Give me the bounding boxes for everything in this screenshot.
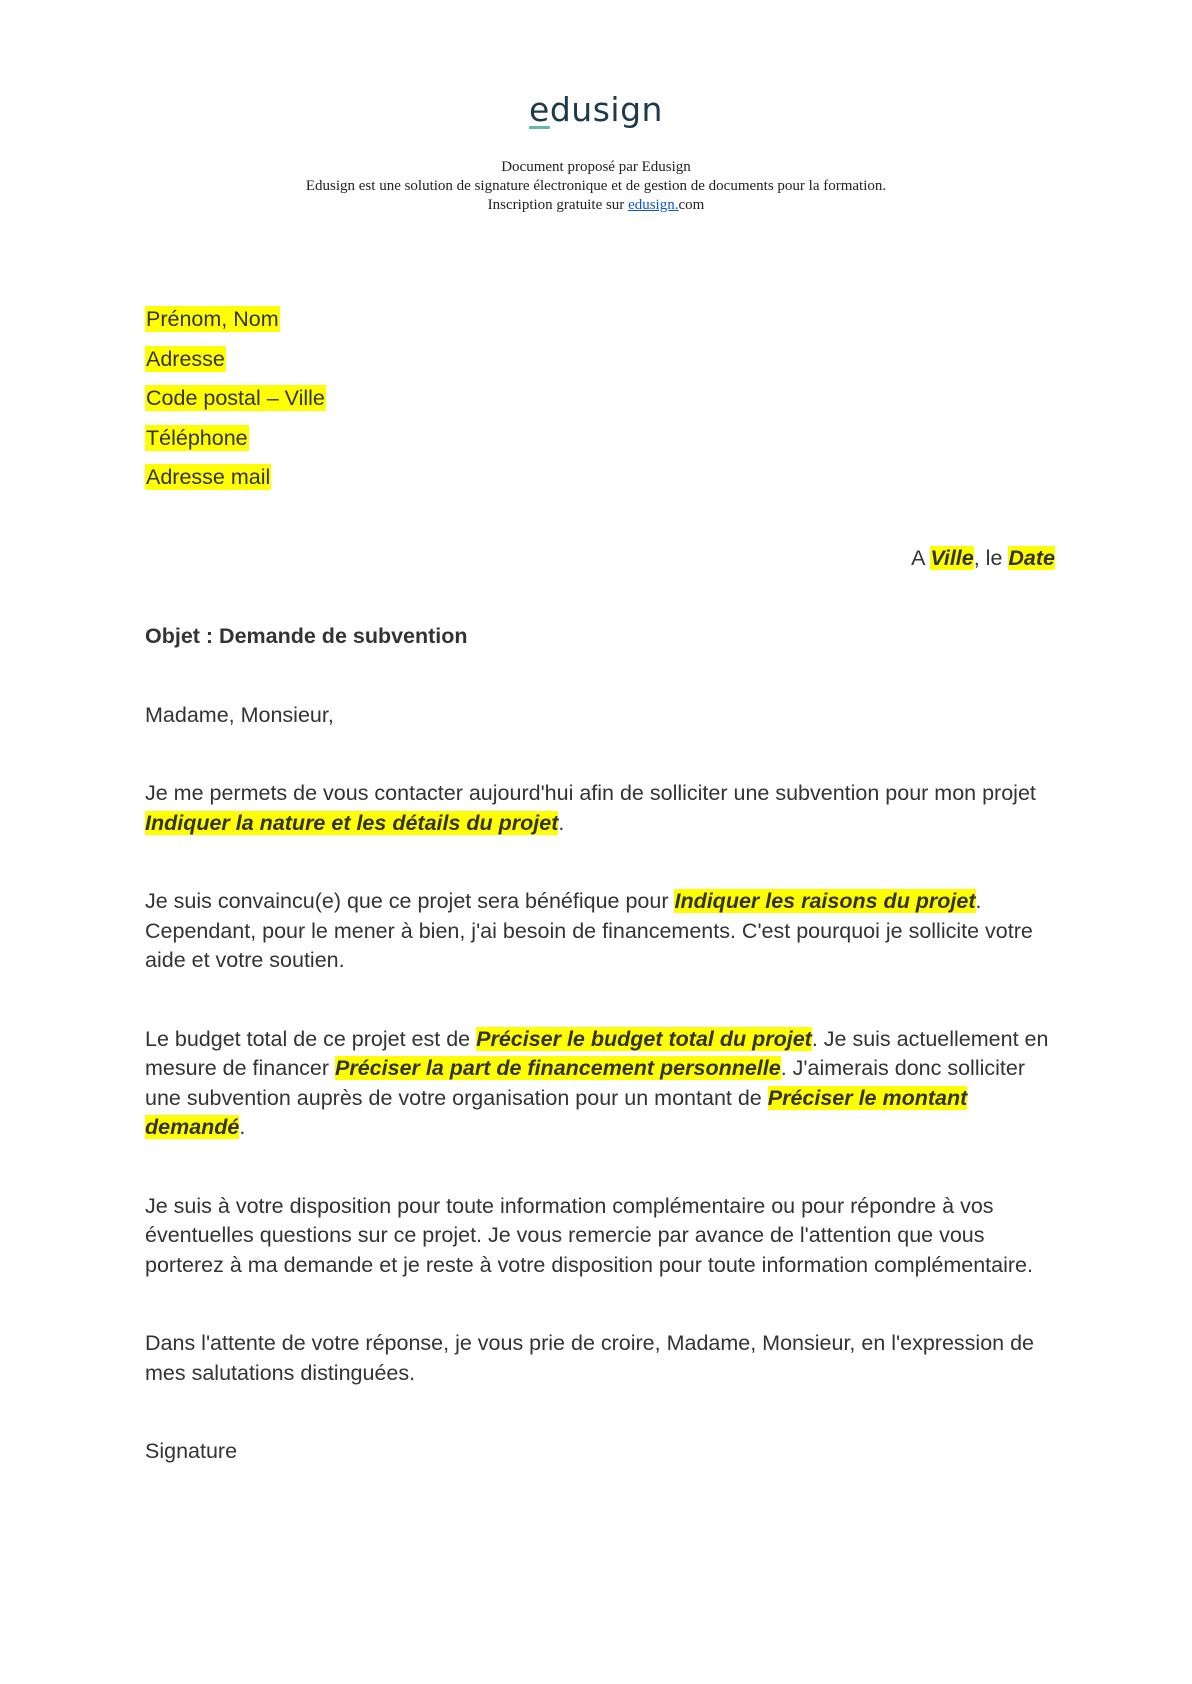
sender-postal-field: Code postal – Ville [146, 386, 325, 410]
paragraph-1 [145, 779, 1055, 838]
paragraph-3-text-3: . J'aimerais donc solliciter une subvention auprès de votre organisation pour un montant de [145, 1056, 1025, 1110]
paragraph-3-text-1: Le budget total de ce projet est de [145, 1026, 477, 1051]
city-field: Ville [930, 545, 974, 570]
document-header [0, 158, 1192, 215]
header-line-3-prefix: Inscription gratuite sur [487, 197, 629, 213]
header-line-1: Document proposé par Edusign [501, 159, 691, 175]
paragraph-3-end: . [239, 1115, 246, 1139]
place-date-mid: , le [973, 545, 1009, 570]
sender-block [145, 305, 1055, 503]
project-reasons-field: Indiquer les raisons du projet [674, 889, 976, 913]
sender-address-field: Adresse [146, 346, 225, 371]
header-line-3-suffix: com [678, 197, 705, 213]
header-line-3 [0, 196, 1192, 215]
paragraph-3-text-2: . Je suis actuellement en mesure de financer [145, 1026, 1049, 1080]
edusign-link[interactable]: edusign. [628, 197, 679, 213]
paragraph-2-text: Je suis convaincu(e) que ce projet sera bénéfique pour [145, 889, 675, 913]
place-date-prefix: A [911, 545, 931, 570]
logo-first-letter: e [529, 90, 550, 129]
personal-funding-field: Préciser la part de financement personnelle [335, 1056, 781, 1080]
date-field: Date [1008, 545, 1055, 570]
place-date-line [145, 544, 1055, 574]
salutation: Madame, Monsieur, [145, 702, 334, 727]
paragraph-1-end: . [558, 810, 565, 835]
paragraph-4: Je suis à votre disposition pour toute information complémentaire ou pour répondre à vos éventuelles questions sur ce projet. Je vous remercie par avance de l'attention que vous porterez à ma demande et je reste à votre disposition pour toute information complémentaire. [145, 1193, 1033, 1277]
header-line-2: Edusign est une solution de signature électronique et de gestion de documents pour la formation. [305, 178, 887, 194]
paragraph-3 [145, 1025, 1055, 1143]
sender-phone-field: Téléphone [146, 425, 248, 450]
sender-email-field: Adresse mail [146, 465, 271, 489]
project-details-field: Indiquer la nature et les détails du projet [145, 810, 559, 835]
edusign-logo [0, 90, 1192, 129]
paragraph-1-text: Je me permets de vous contacter aujourd'hui afin de solliciter une subvention pour mon projet [145, 781, 1036, 805]
signature-label: Signature [145, 1439, 238, 1463]
requested-amount-field: Préciser le montant demandé [145, 1085, 968, 1139]
letter-subject: Objet : Demande de subvention [145, 624, 468, 648]
paragraph-2-end: . Cependant, pour le mener à bien, j'ai besoin de financements. C'est pourquoi je sollicite votre aide et votre soutien. [145, 889, 1033, 972]
logo-rest: dusign [549, 90, 663, 129]
paragraph-2 [145, 887, 1055, 976]
total-budget-field: Préciser le budget total du projet [476, 1026, 812, 1051]
sender-name-field: Prénom, Nom [146, 307, 279, 331]
paragraph-5: Dans l'attente de votre réponse, je vous prie de croire, Madame, Monsieur, en l'expression de mes salutations distinguées. [145, 1331, 1034, 1385]
letter-body [145, 305, 1055, 1467]
